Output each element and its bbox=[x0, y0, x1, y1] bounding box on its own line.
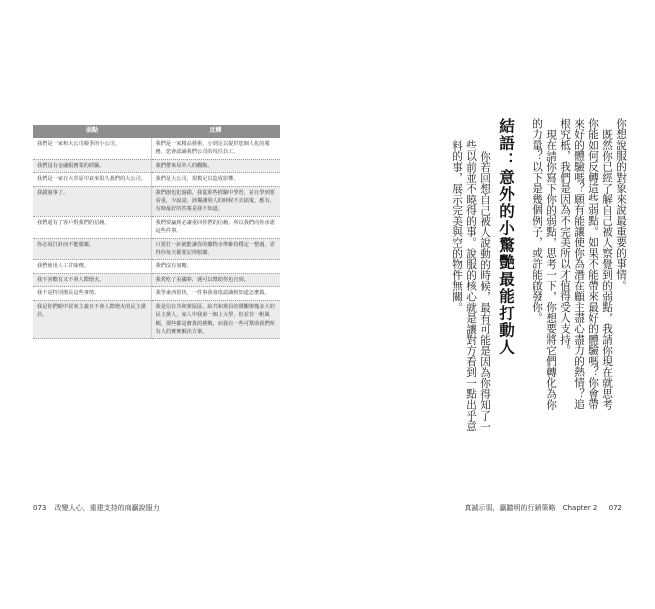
running-title: 改變人心，重建支持的商贏說服力 bbox=[54, 504, 160, 512]
table-cell-reversal: 我們是一家精品藝術，小到足以提供您個人化的服務，您會認識我們公司的每位員工。 bbox=[151, 138, 280, 159]
paragraph: 你若回想自己被人說動的時候，最有可能是因為你得知了一些以前並不曉得的事。說服的核心就是讓對方看到一點出乎意料的事，展示完美與空的物件無關。 bbox=[451, 140, 491, 432]
table-row bbox=[33, 287, 280, 300]
table-header-row bbox=[33, 125, 280, 138]
table-row bbox=[33, 138, 280, 159]
table-row bbox=[33, 238, 280, 260]
table-cell-weakness: 我們沒有金融服務業的經驗。 bbox=[33, 159, 151, 172]
column-header-reversal: 反轉 bbox=[151, 125, 280, 138]
paragraph: 現在請你寫下你的弱點，思考一下，你想要將它們轉化為你的力量？以下是幾個例子，或許能啟發你。 bbox=[531, 118, 557, 410]
table-row bbox=[33, 159, 280, 172]
paragraph: 既然你已經了解自己被人察覺到的弱點，我請你現在就思考你能如何反轉這些弱點。如果不能帶來最好的體驗嗎？你會帶來好的體驗嗎？願有能讓使你為潛在顧主盡心盡力的熱情？追根究柢，我們是因為不完美所以才值得受人支持。 bbox=[559, 118, 613, 410]
table-row bbox=[33, 216, 280, 238]
table-cell-weakness: 你必須打針而不能服藥。 bbox=[33, 238, 151, 260]
weakness-reversal-table bbox=[33, 125, 280, 339]
paragraph: 你想說服的對象來說最重要的事情。 bbox=[615, 118, 627, 291]
page-number: 073 bbox=[33, 504, 47, 512]
chapter-label: Chapter 2 bbox=[562, 504, 598, 512]
table-cell-reversal: 我們是大公司，規模足以造成影響。 bbox=[151, 173, 280, 186]
left-page bbox=[0, 0, 327, 609]
table-cell-reversal: 我們帶來局外人的觀點。 bbox=[151, 159, 280, 172]
table-cell-reversal: 我是信在共和黨區區，給共和黨員的價觀撩幾多大的民主黨人，家人中我第一個上大學，但並非一帆風順，那些都是寶貴的挑戰，而我有一些可幫助我們所有人的實實解決方案。 bbox=[151, 300, 280, 339]
table-row bbox=[33, 173, 280, 186]
page-number: 072 bbox=[608, 504, 622, 512]
table-cell-weakness: 我們是一家在大草原中衰來很久我們的大公司。 bbox=[33, 173, 151, 186]
table-cell-weakness: 我錯過事了。 bbox=[33, 186, 151, 216]
running-title: 真誠示弱，贏聽明的行銷策略 bbox=[464, 504, 556, 512]
section-heading: 結語：意外的小驚艷最能打動人 bbox=[497, 118, 515, 356]
left-page-footer bbox=[33, 503, 160, 513]
table-cell-weakness: 我們使用人工甘味劑。 bbox=[33, 260, 151, 273]
table-cell-weakness: 我們是一家和大公司競爭的小公司。 bbox=[33, 138, 151, 159]
table-cell-reversal: 我們要贏到必讓重回你們的信賴，所以我們向你承諾這些件事。 bbox=[151, 216, 280, 238]
right-page-footer bbox=[464, 503, 622, 513]
table-cell-reversal: 我們創也犯過錯，我從那些經驗中學習，並且學到要看重，少說話，該獨讓別人的時候不去搞鬼，應有，有時最好的答案是我不知道。 bbox=[151, 186, 280, 216]
table-cell-reversal: 我愛吃了美國夢，遇可以幫助你也自到。 bbox=[151, 273, 280, 286]
body-text bbox=[530, 118, 628, 418]
column-header-weakness: 弱點 bbox=[33, 125, 151, 138]
table-cell-reversal: 我學東西很快，一件事我會很認識較知道怎麼做。 bbox=[151, 287, 280, 300]
table-row bbox=[33, 300, 280, 339]
table-cell-weakness: 我是你們眼中買來主義且不會人際燈火的民主黨員。 bbox=[33, 300, 151, 339]
table-cell-reversal: 我們沒有加糖。 bbox=[151, 260, 280, 273]
table-cell-reversal: 只要打一針就能讓你的藥物水準維持穩定一整週，省得你每天都要記得服藥。 bbox=[151, 238, 280, 260]
table-cell-weakness: 我們還有了客戶對我們的信賴。 bbox=[33, 216, 151, 238]
table-row bbox=[33, 260, 280, 273]
table-row bbox=[33, 186, 280, 216]
table-row bbox=[33, 273, 280, 286]
table-cell-weakness: 我不是特別擅長這些事情。 bbox=[33, 287, 151, 300]
closing-text bbox=[450, 140, 492, 436]
table-cell-weakness: 我不喜歡有又不會人際燈火。 bbox=[33, 273, 151, 286]
